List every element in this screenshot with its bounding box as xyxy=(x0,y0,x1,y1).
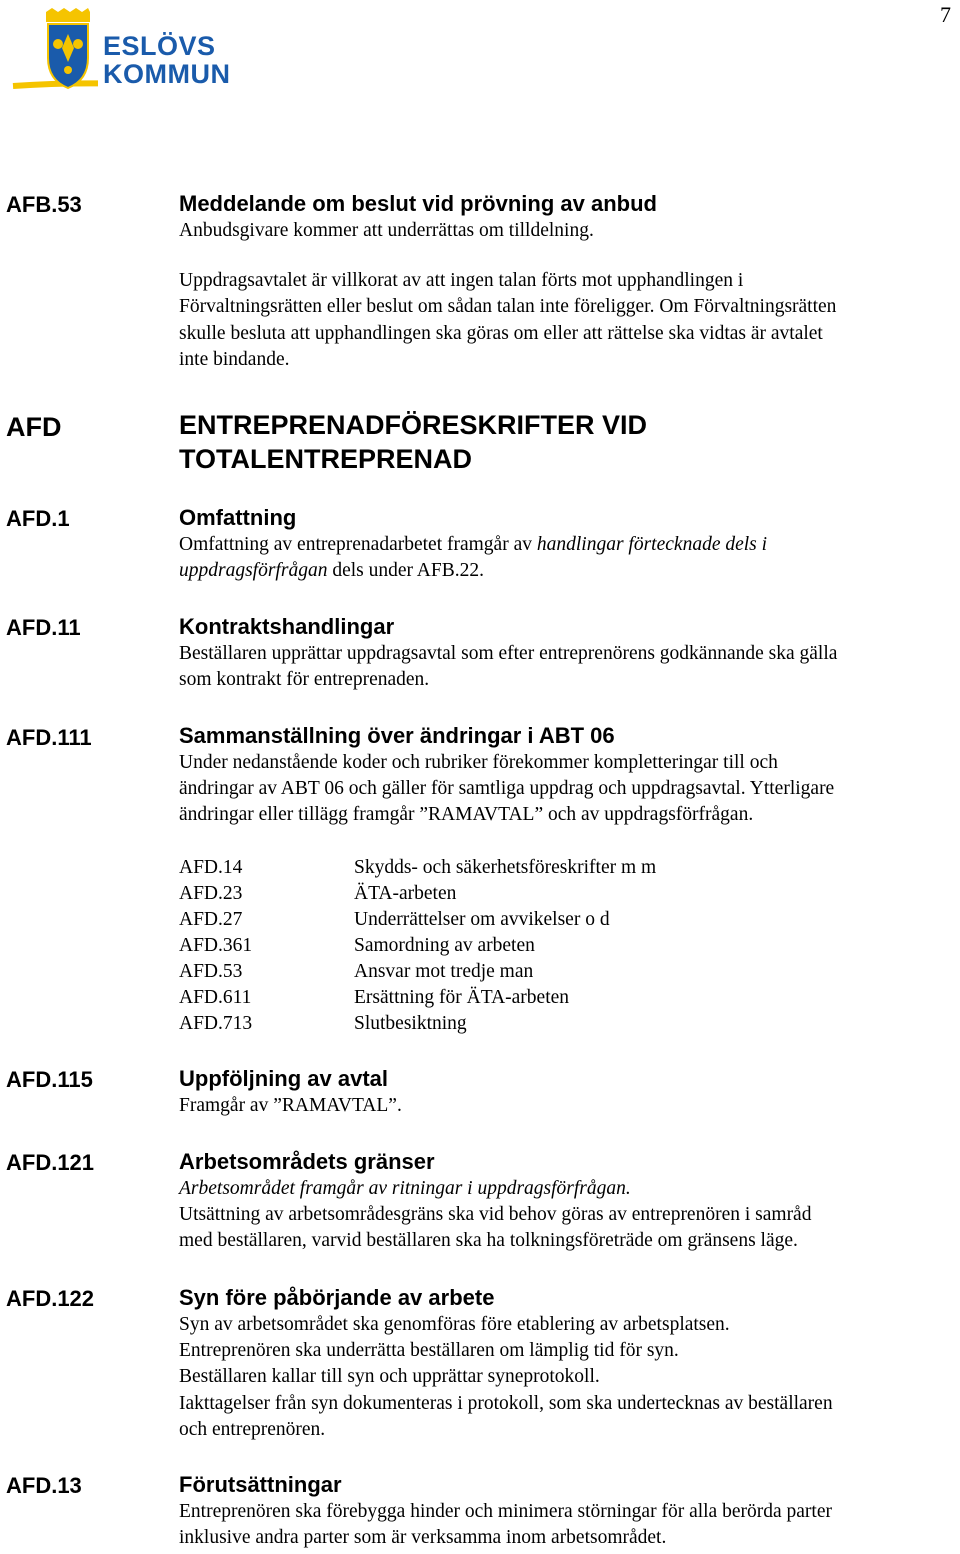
heading-afd121: Arbetsområdets gränser xyxy=(179,1149,435,1174)
code-afb53: AFB.53 xyxy=(6,192,82,217)
section-afd115 xyxy=(179,1065,954,1119)
heading-afb53: Meddelande om beslut vid prövning av anbud xyxy=(179,191,657,216)
table-text-cell: ÄTA-arbeten xyxy=(354,882,457,904)
heading-afd111: Sammanställning över ändringar i ABT 06 xyxy=(179,723,615,748)
paragraph: skulle besluta att upphandlingen ska göras om eller att rättelse ska vidtas är avtalet xyxy=(179,322,823,344)
amendment-table xyxy=(179,855,954,1037)
table-text-cell: Slutbesiktning xyxy=(354,1012,467,1034)
paragraph: Utsättning av arbetsområdesgräns ska vid behov göras av entreprenören i samråd xyxy=(179,1204,812,1226)
table-text-cell: Samordning av arbeten xyxy=(354,934,535,956)
table-text-cell: Ansvar mot tredje man xyxy=(354,960,534,982)
page-number: 7 xyxy=(940,2,951,27)
logo-text-line2: KOMMUN xyxy=(103,59,231,89)
code-afd122: AFD.122 xyxy=(6,1286,95,1311)
code-afd: AFD xyxy=(6,412,62,442)
paragraph: ändringar eller tillägg framgår ”RAMAVTAL” och av uppdragsförfrågan. xyxy=(179,804,754,826)
table-row xyxy=(179,985,954,1011)
heading-afd: TOTALENTREPRENAD xyxy=(179,444,473,474)
table-row xyxy=(179,855,954,881)
paragraph: Framgår av ”RAMAVTAL”. xyxy=(179,1095,402,1116)
paragraph: Förvaltningsrätten eller beslut om sådan talan inte föreligger. Om Förvaltningsrätten xyxy=(179,296,837,318)
paragraph: Beställaren upprättar uppdragsavtal som efter entreprenörens godkännande ska gälla xyxy=(179,643,838,664)
paragraph: Anbudsgivare kommer att underrättas om tilldelning. xyxy=(179,220,594,241)
paragraph: Syn av arbetsområdet ska genomföras före etablering av arbetsplatsen. xyxy=(179,1314,730,1335)
table-text-cell: Ersättning för ÄTA-arbeten xyxy=(354,986,570,1008)
paragraph: Arbetsområdet framgår av ritningar i uppdragsförfrågan. xyxy=(179,1178,631,1199)
section-afb53 xyxy=(179,190,954,373)
paragraph: och entreprenören. xyxy=(179,1418,326,1440)
paragraph: Under nedanstående koder och rubriker förekommer kompletteringar till och xyxy=(179,752,778,773)
heading-afd115: Uppföljning av avtal xyxy=(179,1066,389,1091)
paragraph: Iakttagelser från syn dokumenteras i protokoll, som ska undertecknas av beställaren xyxy=(179,1392,833,1414)
coat-of-arms-icon xyxy=(8,8,98,98)
heading-afd13: Förutsättningar xyxy=(179,1472,342,1497)
code-afd11: AFD.11 xyxy=(6,615,81,640)
section-afd122 xyxy=(179,1284,954,1443)
section-afd11 xyxy=(179,613,954,693)
heading-afd: ENTREPRENADFÖRESKRIFTER VID xyxy=(179,410,648,440)
heading-afd1: Omfattning xyxy=(179,505,297,530)
table-text-cell: Skydds- och säkerhetsföreskrifter m m xyxy=(354,856,657,878)
paragraph: med beställaren, varvid beställaren ska ha tolkningsföreträde om gränsens läge. xyxy=(179,1230,798,1252)
heading-afd11: Kontraktshandlingar xyxy=(179,614,395,639)
heading-afd122: Syn före påbörjande av arbete xyxy=(179,1285,495,1310)
table-row xyxy=(179,1011,954,1037)
table-code-cell: AFD.53 xyxy=(179,960,243,982)
paragraph: Uppdragsavtalet är villkorat av att ingen talan förts mot upphandlingen i xyxy=(179,270,744,292)
table-code-cell: AFD.361 xyxy=(179,934,253,956)
paragraph: inklusive andra parter som är verksamma inom arbetsområdet. xyxy=(179,1527,667,1549)
section-afd13 xyxy=(179,1471,954,1551)
section-afd1 xyxy=(179,504,954,584)
paragraph: Entreprenören ska förebygga hinder och minimera störningar för alla berörda parter xyxy=(179,1501,832,1522)
table-row xyxy=(179,881,954,907)
code-afd1: AFD.1 xyxy=(6,506,70,531)
table-code-cell: AFD.23 xyxy=(179,882,243,904)
eslovs-kommun-logo xyxy=(8,8,253,98)
code-afd121: AFD.121 xyxy=(6,1150,95,1175)
table-code-cell: AFD.14 xyxy=(179,856,243,878)
code-afd115: AFD.115 xyxy=(6,1067,93,1092)
table-row xyxy=(179,907,954,933)
section-afd121 xyxy=(179,1148,954,1255)
table-row xyxy=(179,959,954,985)
table-code-cell: AFD.611 xyxy=(179,986,252,1008)
table-row xyxy=(179,933,954,959)
section-afd xyxy=(179,408,954,476)
table-code-cell: AFD.27 xyxy=(179,908,243,930)
code-afd13: AFD.13 xyxy=(6,1473,82,1498)
paragraph: inte bindande. xyxy=(179,348,290,370)
paragraph: Omfattning av entreprenadarbetet framgår av handlingar förtecknade dels i xyxy=(179,534,768,555)
code-afd111: AFD.111 xyxy=(6,725,92,750)
logo-text-line1: ESLÖVS xyxy=(103,31,216,61)
section-afd111 xyxy=(179,722,954,1037)
paragraph: ändringar av ABT 06 och gäller för samtliga uppdrag och uppdragsavtal. Ytterligare xyxy=(179,778,835,800)
paragraph: Entreprenören ska underrätta beställaren om lämplig tid för syn. xyxy=(179,1340,679,1362)
paragraph: Beställaren kallar till syn och upprättar syneprotokoll. xyxy=(179,1366,600,1388)
paragraph: som kontrakt för entreprenaden. xyxy=(179,669,430,691)
table-text-cell: Underrättelser om avvikelser o d xyxy=(354,908,610,930)
table-code-cell: AFD.713 xyxy=(179,1012,253,1034)
paragraph: uppdragsförfrågan dels under AFB.22. xyxy=(179,560,484,582)
